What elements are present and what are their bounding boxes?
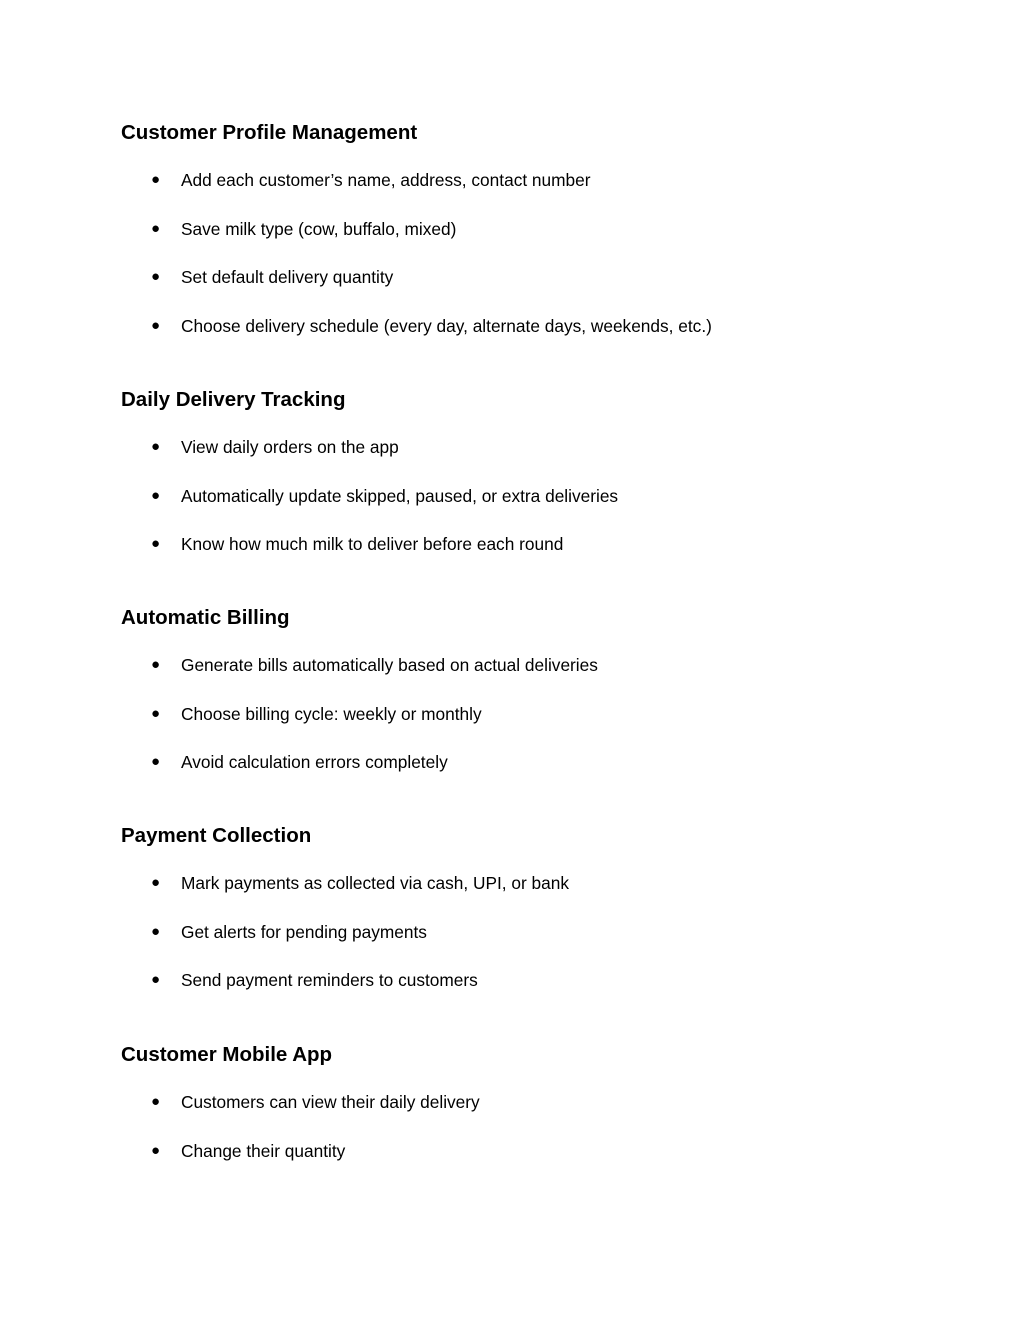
bullet-icon: ● — [151, 171, 161, 188]
bullet-icon: ● — [151, 535, 161, 553]
list-item-text: Mark payments as collected via cash, UPI, or bank — [181, 873, 570, 893]
list-item — [121, 486, 921, 535]
list-item — [121, 534, 921, 583]
list-item-text: Customers can view their daily delivery — [181, 1092, 480, 1112]
list-item-text: Set default delivery quantity — [181, 267, 394, 288]
section-daily-delivery-tracking — [121, 388, 921, 583]
bullet-icon: ● — [151, 486, 161, 504]
bullet-icon: ● — [151, 874, 161, 891]
bullet-list — [121, 437, 921, 583]
list-item — [121, 655, 921, 704]
bullet-icon: ● — [151, 316, 161, 334]
bullet-icon: ● — [151, 268, 161, 286]
section-heading: Customer Profile Management — [121, 121, 418, 144]
list-item — [121, 170, 921, 219]
section-heading: Automatic Billing — [121, 606, 290, 629]
section-customer-profile-management — [121, 121, 921, 364]
list-item-text: Generate bills automatically based on actual deliveries — [181, 655, 598, 675]
section-heading: Daily Delivery Tracking — [121, 388, 346, 411]
list-item-text: View daily orders on the app — [181, 437, 399, 457]
list-item — [121, 752, 921, 801]
bullet-list — [121, 873, 921, 1019]
list-item-text: Add each customer’s name, address, contact number — [181, 170, 591, 190]
list-item-text: Choose delivery schedule (every day, alternate days, weekends, etc.) — [181, 315, 712, 336]
bullet-icon: ● — [151, 1093, 161, 1110]
section-heading: Payment Collection — [121, 824, 312, 847]
bullet-icon: ● — [151, 438, 161, 455]
section-automatic-billing — [121, 606, 921, 801]
list-item-text: Know how much milk to deliver before each round — [181, 534, 564, 555]
list-item-text: Avoid calculation errors completely — [181, 752, 448, 773]
section-customer-mobile-app — [121, 1043, 921, 1189]
list-item — [121, 873, 921, 922]
bullet-icon: ● — [151, 1141, 161, 1159]
list-item-text: Send payment reminders to customers — [181, 970, 478, 991]
bullet-list — [121, 655, 921, 801]
list-item — [121, 704, 921, 753]
list-item — [121, 1092, 921, 1141]
list-item — [121, 316, 921, 365]
list-item — [121, 1141, 921, 1190]
list-item-text: Choose billing cycle: weekly or monthly — [181, 703, 482, 724]
bullet-icon: ● — [151, 704, 161, 722]
list-item — [121, 267, 921, 316]
list-item-text: Change their quantity — [181, 1140, 346, 1161]
bullet-icon: ● — [151, 971, 161, 989]
list-item — [121, 219, 921, 268]
section-heading: Customer Mobile App — [121, 1043, 333, 1066]
list-item-text: Get alerts for pending payments — [181, 921, 427, 942]
list-item-text: Automatically update skipped, paused, or extra deliveries — [181, 485, 619, 506]
list-item — [121, 437, 921, 486]
bullet-list — [121, 170, 921, 364]
bullet-list — [121, 1092, 921, 1189]
list-item — [121, 970, 921, 1019]
bullet-icon: ● — [151, 922, 161, 940]
list-item — [121, 922, 921, 971]
bullet-icon: ● — [151, 656, 161, 673]
bullet-icon: ● — [151, 219, 161, 237]
bullet-icon: ● — [151, 753, 161, 771]
list-item-text: Save milk type (cow, buffalo, mixed) — [181, 218, 457, 239]
section-payment-collection — [121, 824, 921, 1019]
